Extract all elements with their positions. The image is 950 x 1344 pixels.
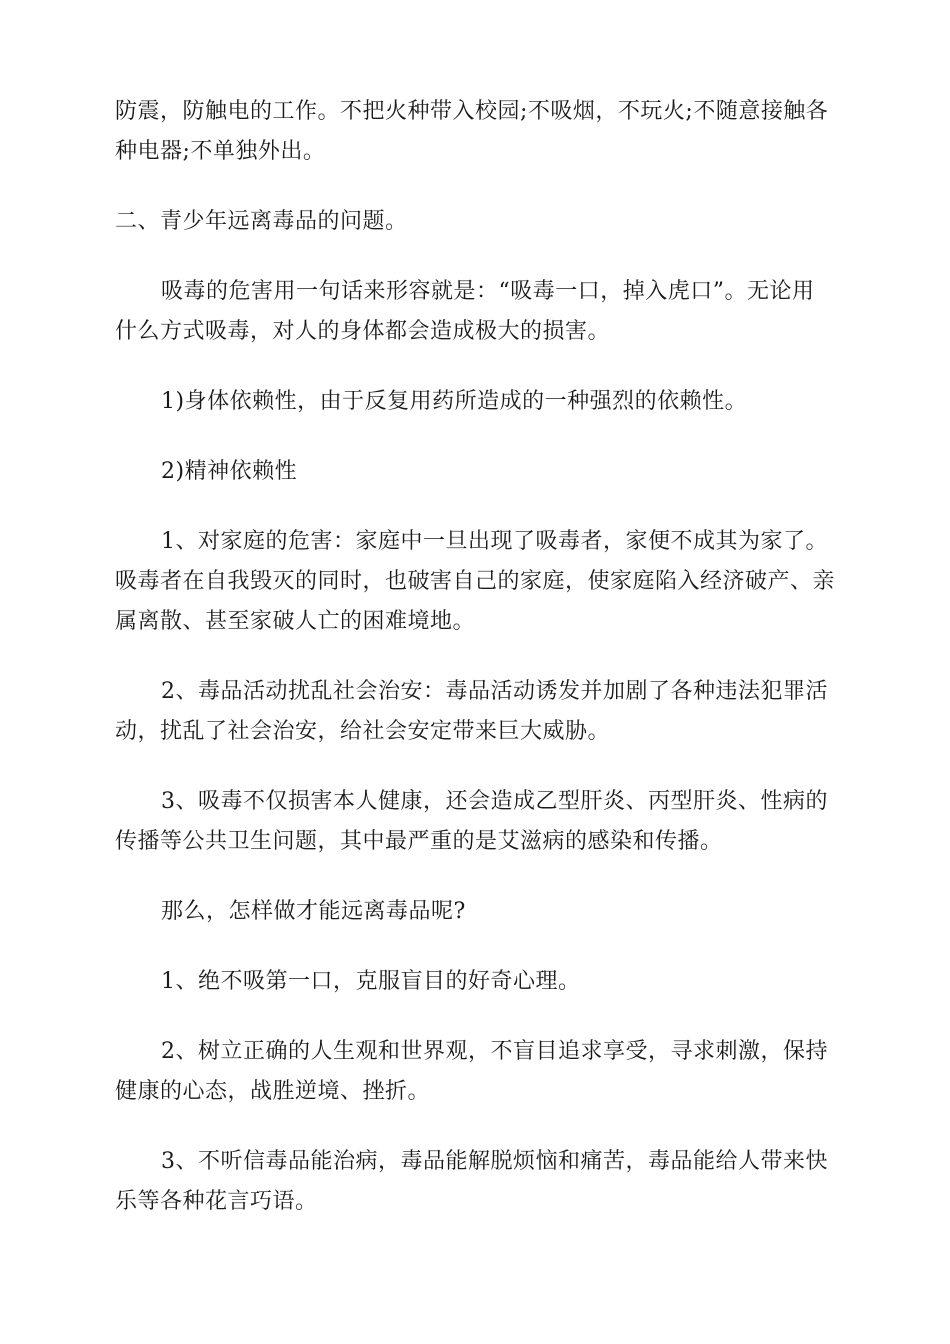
paragraph-social-harm: 2、毒品活动扰乱社会治安：毒品活动诱发并加剧了各种违法犯罪活动，扰乱了社会治安，给社会安定带来巨大威胁。 [115, 679, 828, 744]
paragraph-mental-dependence: 2)精神依赖性 [161, 459, 298, 484]
paragraph-tip-1: 1、绝不吸第一口，克服盲目的好奇心理。 [161, 969, 581, 994]
paragraph-health-harm: 3、吸毒不仅损害本人健康，还会造成乙型肝炎、丙型肝炎、性病的传播等公共卫生问题，其中最严重的是艾滋病的感染和传播。 [115, 789, 828, 854]
paragraph-physical-dependence: 1)身体依赖性，由于反复用药所造成的一种强烈的依赖性。 [161, 389, 748, 414]
document-page [115, 92, 835, 1222]
paragraph-tip-2: 2、树立正确的人生观和世界观，不盲目追求享受，寻求刺激，保持健康的心态，战胜逆境、挫折。 [115, 1039, 828, 1104]
paragraph-family-harm: 1、对家庭的危害：家庭中一旦出现了吸毒者，家便不成其为家了。吸毒者在自我毁灭的同时，也破害自己的家庭，使家庭陷入经济破产、亲属离散、甚至家破人亡的困难境地。 [115, 529, 836, 634]
paragraph-continuation: 防震，防触电的工作。不把火种带入校园;不吸烟，不玩火;不随意接触各种电器;不单独外出。 [115, 99, 829, 164]
paragraph-drug-harm-intro: 吸毒的危害用一句话来形容就是：“吸毒一口，掉入虎口”。无论用什么方式吸毒，对人的身体都会造成极大的损害。 [115, 279, 815, 344]
section-heading: 二、青少年远离毒品的问题。 [115, 209, 408, 234]
paragraph-tip-3: 3、不听信毒品能治病，毒品能解脱烦恼和痛苦，毒品能给人带来快乐等各种花言巧语。 [115, 1149, 828, 1214]
paragraph-question: 那么，怎样做才能远离毒品呢? [161, 899, 466, 924]
